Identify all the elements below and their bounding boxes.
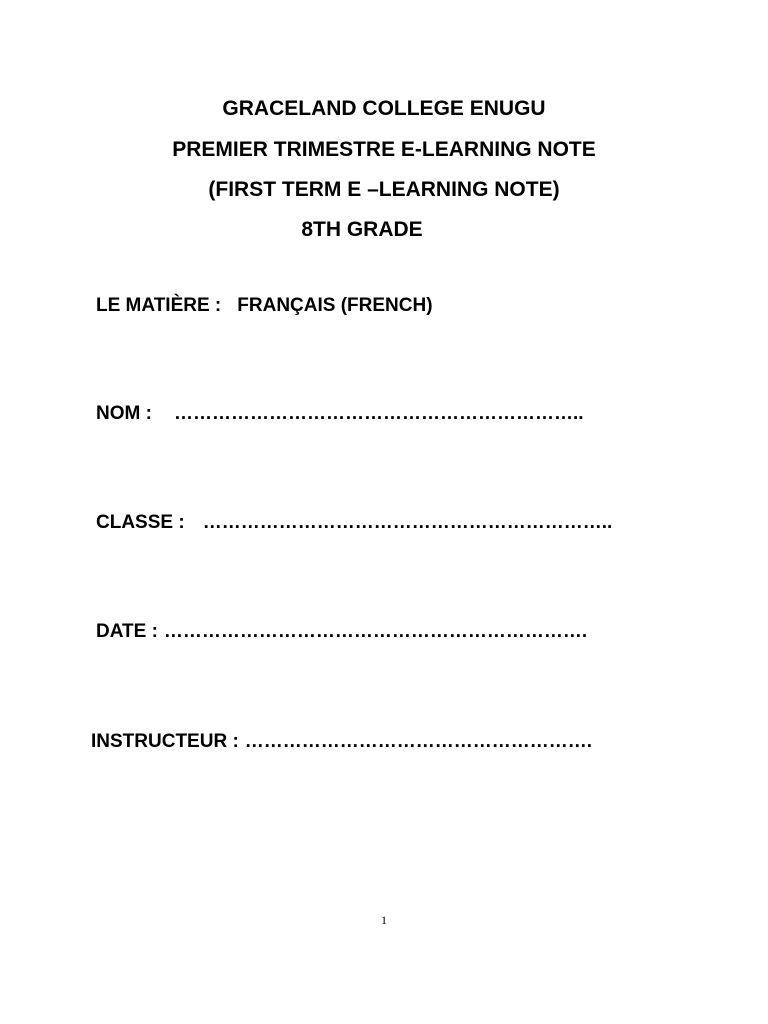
note-title-french: PREMIER TRIMESTRE E-LEARNING NOTE (172, 138, 596, 161)
page-number: 1 (381, 913, 387, 927)
nom-blank[interactable]: ……………………………………………………….. (173, 403, 584, 424)
date-field (96, 620, 587, 644)
subject-value: FRANÇAIS (FRENCH) (237, 295, 433, 316)
nom-label: NOM : (96, 403, 152, 424)
date-blank[interactable]: …………………………………………………………. (163, 621, 588, 642)
date-label: DATE : (96, 621, 158, 642)
subject-line (96, 294, 433, 318)
classe-field (96, 511, 612, 535)
instructeur-blank[interactable]: ………………………………………………. (244, 731, 593, 752)
subject-label: LE MATIÈRE : (96, 295, 222, 316)
classe-blank[interactable]: ……………………………………………………….. (202, 512, 613, 533)
note-title-english: (FIRST TERM E –LEARNING NOTE) (208, 178, 560, 201)
nom-field (96, 402, 584, 426)
school-name: GRACELAND COLLEGE ENUGU (222, 97, 546, 120)
classe-label: CLASSE : (96, 512, 185, 533)
grade-title: 8TH GRADE (301, 218, 423, 241)
instructeur-field (91, 730, 592, 754)
instructeur-label: INSTRUCTEUR : (91, 731, 239, 752)
